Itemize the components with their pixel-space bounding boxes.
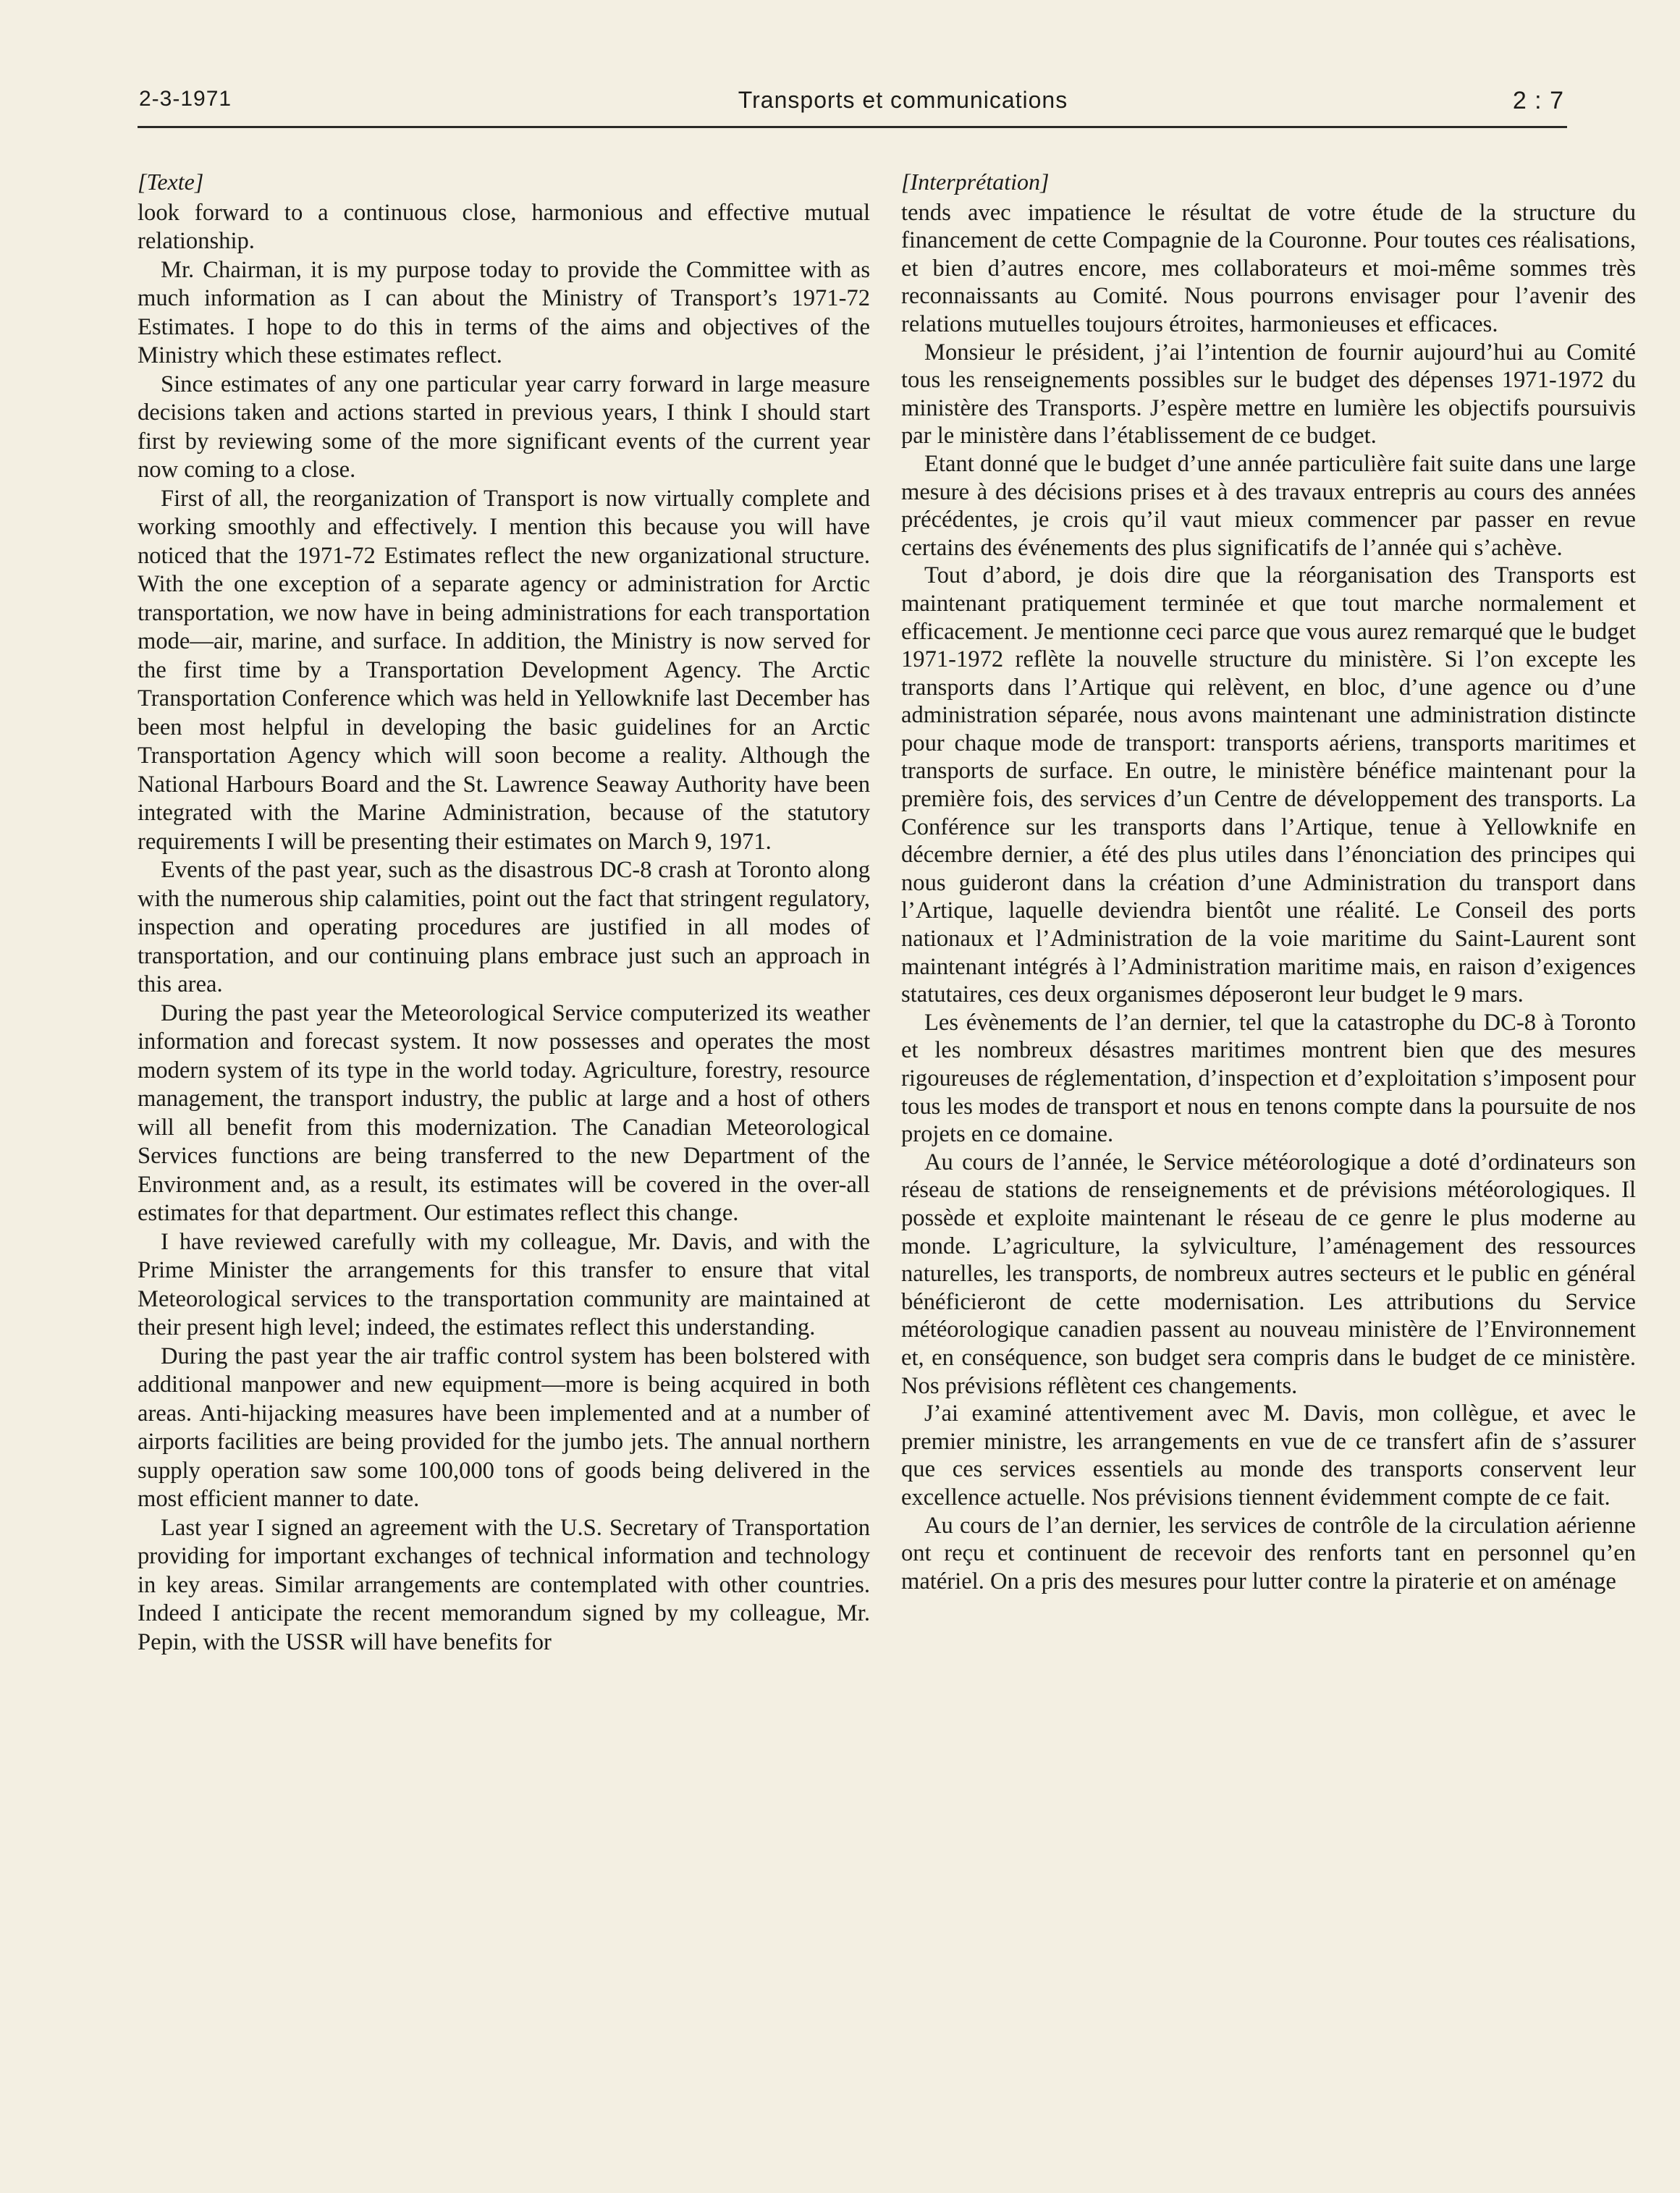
paragraph: During the past year the Meteorological Service computerized its weather information and forecast system. It now possesses and operates the most modern system of its type in the world today. Agriculture, forestry, resource management, the transport industry, the public at large and a host of others will all benefit from this modernization. The Canadian Meteorological Services functions are being transferred to the new Department of the Environment and, as a result, its estimates will be covered in the over-all estimates for that department. Our estimates reflect this change. [138, 1000, 870, 1227]
page-header [138, 81, 1567, 128]
paragraph: Au cours de l’année, le Service météorologique a doté d’ordinateurs son réseau de stations de renseignements et de prévisions météorologiques. Il possède et exploite maintenant le réseau de ce genre le plus moderne au monde. L’agriculture, la sylviculture, l’aménagement des ressources naturelles, les transports, de nombreux autres secteurs et le public en général bénéficieront de cette modernisation. Les attributions du Service météorologique canadien passent au nouveau ministère de l’Environnement et, en conséquence, son budget sera compris dans le budget de ce ministère. Nos prévisions réflètent ces changements. [901, 1149, 1636, 1399]
paragraph: Les évènements de l’an dernier, tel que la catastrophe du DC-8 à Toronto et les nombreux désastres maritimes montrent bien que des mesures rigoureuses de réglementation, d’inspection et d’exploitation s’imposent pour tous les modes de transport et nous en tenons compte dans la poursuite de nos projets en ce domaine. [901, 1009, 1636, 1148]
language-tag: [Texte] [138, 169, 204, 195]
paragraph: Since estimates of any one particular year carry forward in large measure decisions taken and actions started in previous years, I think I should start first by reviewing some of the more significant events of the current year now coming to a close. [138, 371, 870, 483]
paragraph: Tout d’abord, je dois dire que la réorganisation des Transports est maintenant pratiquement terminée et que tout marche normalement et efficacement. Je mentionne ceci parce que vous aurez remarqué que le budget 1971-1972 reflète la nouvelle structure du ministère. Si l’on excepte les transports dans l’Artique qui relèvent, en bloc, d’une agence ou d’une administration séparée, nous avons maintenant une administration distincte pour chaque mode de transport: transports aériens, transports maritimes et transports de surface. En outre, le ministère bénéfice maintenant pour la première fois, des services d’un Centre de développement des transports. La Conférence sur les transports dans l’Artique, tenue à Yellowknife en décembre dernier, a été des plus utiles dans l’énonciation des principes qui nous guideront dans la création d’une Administration du transport dans l’Artique, laquelle deviendra bientôt une réalité. Le Conseil des ports nationaux et l’Administration de la voie maritime du Saint-Laurent sont maintenant intégrés à l’Administration maritime mais, en raison d’exigences statutaires, ces deux organismes déposeront leur budget le 9 mars. [901, 562, 1636, 1008]
paragraph: Mr. Chairman, it is my purpose today to provide the Committee with as much information as I can about the Ministry of Transport’s 1971-72 Estimates. I hope to do this in terms of the aims and objectives of the Ministry which these estimates reflect. [138, 256, 870, 369]
english-column [138, 168, 870, 1657]
paragraph: Etant donné que le budget d’une année particulière fait suite dans une large mesure à des décisions prises et à des travaux entrepris au cours des années précédentes, je crois qu’il vaut mieux commencer par passer en revue certains des événements des plus significatifs de l’année qui s’achève. [901, 450, 1636, 561]
paragraph: First of all, the reorganization of Transport is now virtually complete and working smoothly and effectively. I mention this because you will have noticed that the 1971-72 Estimates reflect the new organizational structure. With the one exception of a separate agency or administration for Arctic transportation, we now have in being administrations for each transportation mode—air, marine, and surface. In addition, the Ministry is now served for the first time by a Transportation Development Agency. The Arctic Transportation Conference which was held in Yellowknife last December has been most helpful in developing the basic guidelines for an Arctic Transportation Agency which will soon become a reality. Although the National Harbours Board and the St. Lawrence Seaway Authority have been integrated with the Marine Administration, because of the statutory requirements I will be presenting their estimates on March 9, 1971. [138, 485, 870, 855]
header-page-number: 2 : 7 [1512, 87, 1564, 114]
paragraph: Events of the past year, such as the disastrous DC-8 crash at Toronto along with the numerous ship calamities, point out the fact that stringent regulatory, inspection and operating procedures are justified in all modes of transportation, and our continuing plans embrace just such an approach in this area. [138, 857, 870, 998]
paragraph: tends avec impatience le résultat de votre étude de la structure du financement de cette Compagnie de la Couronne. Pour toutes ces réalisations, et bien d’autres encore, mes collaborateurs et moi-même sommes très reconnaissants au Comité. Nous pourrons envisager pour l’avenir des relations mutuelles toujours étroites, harmonieuses et efficaces. [901, 199, 1636, 337]
paragraph: Monsieur le président, j’ai l’intention de fournir aujourd’hui au Comité tous les renseignements possibles sur le budget des dépenses 1971-1972 du ministère des Transports. J’espère mettre en lumière les objectifs poursuivis par le ministère dans l’établissement de ce budget. [901, 339, 1636, 449]
french-column [901, 168, 1636, 1595]
paragraph: Last year I signed an agreement with the U.S. Secretary of Transportation providing for important exchanges of technical information and technology in key areas. Similar arrangements are contemplated with other countries. Indeed I anticipate the recent memorandum signed by my colleague, Mr. Pepin, with the USSR will have benefits for [138, 1514, 870, 1655]
paragraph: During the past year the air traffic control system has been bolstered with additional manpower and new equipment—more is being acquired in both areas. Anti-hijacking measures have been implemented and at a number of airports facilities are being provided for the jumbo jets. The annual northern supply operation saw some 100,000 tons of goods being delivered in the most efficient manner to date. [138, 1343, 870, 1513]
paragraph: Au cours de l’an dernier, les services de contrôle de la circulation aérienne ont reçu et continuent de recevoir des renforts tant en personnel qu’en matériel. On a pris des mesures pour lutter contre la piraterie et on aménage [901, 1512, 1636, 1594]
header-date: 2-3-1971 [139, 87, 232, 111]
paragraph: I have reviewed carefully with my colleague, Mr. Davis, and with the Prime Minister the arrangements for this transfer to ensure that vital Meteorological services to the transportation community are maintained at their present high level; indeed, the estimates reflect this understanding. [138, 1228, 870, 1341]
paragraph: J’ai examiné attentivement avec M. Davis, mon collègue, et avec le premier ministre, les arrangements en vue de ce transfert afin de s’assurer que ces services essentiels au monde des transports conservent leur excellence actuelle. Nos prévisions tiennent évidemment compte de ce fait. [901, 1400, 1636, 1510]
language-tag: [Interprétation] [901, 169, 1050, 195]
header-title: Transports et communications [738, 87, 1068, 113]
paragraph: look forward to a continuous close, harmonious and effective mutual relationship. [138, 199, 870, 255]
